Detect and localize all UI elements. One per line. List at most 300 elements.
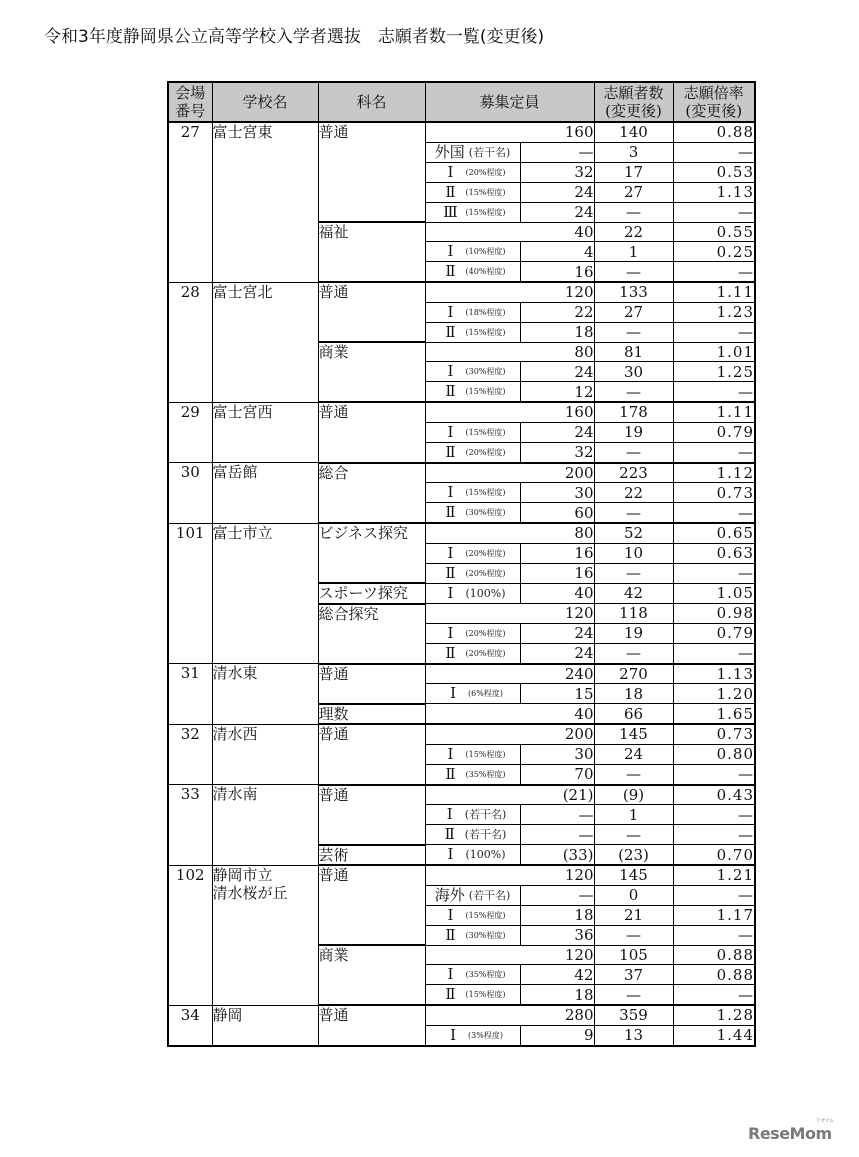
capacity-value: 24 [520,182,594,202]
ratio-value: — [673,503,755,524]
header-capacity: 募集定員 [425,82,594,122]
capacity-value: (33) [520,845,594,866]
capacity-value: 9 [520,1025,594,1046]
ratio-value: 1.65 [673,704,755,725]
selection-type [425,1025,520,1046]
selection-type-label: Ⅱ [445,503,456,521]
ratio-value: — [673,322,755,342]
applicants-value: 270 [594,664,673,684]
ratio-value: 0.88 [673,122,755,142]
resemom-logo [748,1118,834,1143]
applicants-value: 22 [594,222,673,242]
applicants-value: — [594,262,673,283]
selection-type-label: Ⅱ [445,764,456,783]
header-venue-no-line1: 会場 [175,84,206,102]
header-venue-no [168,82,212,122]
logo-text: ReseMom [748,1124,832,1143]
table-row [168,282,755,302]
ratio-value: 0.70 [673,845,755,866]
ratio-value: — [673,764,755,785]
table-row [168,122,755,142]
selection-type-note: (18%程度) [465,307,506,317]
selection-type [425,302,520,322]
capacity-value: 22 [520,302,594,322]
selection-type-note: (20%程度) [465,628,506,638]
selection-type-label: Ⅱ [445,643,456,662]
header-ratio-line2: (変更後) [685,102,743,120]
ratio-value: 0.73 [673,724,755,744]
school-name-line: 富士宮東 [212,123,273,141]
applicants-value: 37 [594,965,673,985]
applicants-value: 27 [594,182,673,202]
ratio-value: — [673,985,755,1006]
capacity-value: 70 [520,764,594,785]
selection-type-note: (若干名) [468,888,511,902]
ratio-value: 1.12 [673,463,755,483]
selection-type-label: Ⅰ [447,422,454,441]
venue-number: 28 [168,282,212,402]
selection-type [425,483,520,503]
selection-type-label: 外国 [434,142,465,161]
ratio-value: — [673,202,755,222]
dept-name: 普通 [318,724,425,785]
selection-type-note: (15%程度) [465,990,506,999]
selection-type [425,583,520,604]
ratio-value: 1.17 [673,905,755,925]
selection-type-label: Ⅱ [445,262,456,280]
capacity-value: 24 [520,362,594,382]
capacity-value: 18 [520,322,594,342]
venue-number: 27 [168,122,212,282]
selection-type [425,362,520,382]
ratio-value: — [673,885,755,905]
dept-name: 総合 [318,463,425,524]
school-name [212,122,318,282]
ratio-value: — [673,262,755,283]
school-name [212,1005,318,1046]
applicants-value: — [594,322,673,342]
dept-name: 普通 [318,664,425,704]
applicants-value: 17 [594,162,673,182]
venue-number: 34 [168,1005,212,1046]
header-applicants-line1: 志願者数 [603,84,664,102]
selection-type [425,322,520,342]
applicants-value: (23) [594,845,673,866]
selection-type [425,242,520,262]
selection-type-note: (20%程度) [465,568,506,578]
ratio-value: — [673,925,755,945]
selection-type [425,684,520,704]
selection-type-label: Ⅱ [445,182,456,201]
applicants-value: 105 [594,945,673,965]
ratio-value: 0.25 [673,242,755,262]
capacity-value: 24 [520,202,594,222]
applicants-value: 22 [594,483,673,503]
ratio-value: 0.55 [673,222,755,242]
selection-type-note: (40%程度) [465,267,506,276]
capacity-value: 24 [520,422,594,442]
school-name-line: 静岡市立 [212,865,273,884]
dept-name: 普通 [318,402,425,463]
capacity-total: 160 [425,122,594,142]
selection-type [425,764,520,785]
selection-type-note: (20%程度) [465,447,506,457]
page-title: 令和3年度静岡県公立高等学校入学者選抜 志願者数一覧(変更後) [44,27,545,47]
capacity-total: 120 [425,282,594,302]
capacity-value: 60 [520,503,594,524]
applicants-value: — [594,442,673,463]
dept-name: 普通 [318,1005,425,1046]
capacity-value: — [520,805,594,825]
ratio-value: 0.80 [673,744,755,764]
dept-name: 普通 [318,282,425,342]
selection-type [425,805,520,825]
ratio-value: 0.53 [673,162,755,182]
applicants-value: 145 [594,865,673,885]
applicants-value: — [594,764,673,785]
selection-type [425,643,520,664]
applicants-value: (9) [594,785,673,805]
venue-number: 29 [168,402,212,463]
applicants-table [167,81,756,1047]
selection-type [425,503,520,524]
venue-number: 31 [168,664,212,725]
dept-name: 商業 [318,945,425,1005]
dept-name: スポーツ探究 [318,583,425,604]
selection-type [425,885,520,905]
table-body [168,122,755,1046]
ratio-value: 1.01 [673,342,755,362]
selection-type-note: (15%程度) [465,207,506,217]
applicants-value: 359 [594,1005,673,1025]
school-name-line: 清水西 [212,724,258,743]
selection-type-note: (30%程度) [465,367,506,376]
selection-type-note: (100%) [465,586,506,600]
selection-type-label: Ⅱ [444,825,455,843]
applicants-value: 24 [594,744,673,764]
selection-type-note: (35%程度) [465,970,506,979]
capacity-value: 18 [520,985,594,1006]
capacity-value: 15 [520,684,594,704]
ratio-value: 0.88 [673,965,755,985]
capacity-value: — [520,885,594,905]
applicants-value: 66 [594,704,673,725]
ratio-value: — [673,142,755,162]
dept-name: 普通 [318,865,425,945]
table-row [168,664,755,684]
capacity-total: 120 [425,604,594,624]
capacity-value: — [520,142,594,162]
selection-type [425,162,520,182]
selection-type-label: Ⅱ [445,442,456,461]
venue-number: 32 [168,724,212,785]
capacity-total: 40 [425,222,594,242]
selection-type-note: (15%程度) [465,427,506,437]
selection-type [425,825,520,845]
ratio-value: 1.11 [673,282,755,302]
capacity-total: 200 [425,724,594,744]
selection-type-label: Ⅰ [447,162,454,181]
table-row [168,402,755,422]
applicants-value: 18 [594,684,673,704]
capacity-total: 120 [425,865,594,885]
school-name [212,865,318,1005]
capacity-value: 16 [520,262,594,283]
selection-type-label: Ⅰ [447,362,454,380]
capacity-total: 160 [425,402,594,422]
ratio-value: 1.28 [673,1005,755,1025]
ratio-value: 0.79 [673,422,755,442]
dept-name: 総合探究 [318,604,425,664]
capacity-total: 80 [425,523,594,543]
applicants-value: 81 [594,342,673,362]
selection-type-note: (15%程度) [465,327,506,337]
selection-type-note: (15%程度) [465,910,506,920]
selection-type-label: Ⅱ [445,985,456,1003]
selection-type-note: (35%程度) [465,769,506,779]
applicants-value: 3 [594,142,673,162]
logo-ruby: リセマム [815,1118,834,1124]
selection-type-note: (20%程度) [465,648,506,658]
school-name [212,402,318,463]
header-applicants [594,82,673,122]
ratio-value: 1.11 [673,402,755,422]
applicants-value: — [594,202,673,222]
selection-type-note: (15%程度) [465,749,506,759]
table-row [168,785,755,805]
dept-name: 商業 [318,342,425,402]
school-name-line: 富岳館 [212,463,258,481]
capacity-value: 36 [520,925,594,945]
selection-type-note: (30%程度) [465,508,506,517]
applicants-value: — [594,563,673,583]
school-name [212,724,318,785]
capacity-value: 16 [520,563,594,583]
applicants-value: 13 [594,1025,673,1046]
school-name-line: 富士市立 [212,523,273,542]
dept-name: ビジネス探究 [318,523,425,583]
applicants-value: 21 [594,905,673,925]
selection-type-label: Ⅰ [447,744,454,763]
school-name-line: 富士宮北 [212,282,273,301]
venue-number: 33 [168,785,212,866]
school-name [212,785,318,866]
capacity-value: 32 [520,442,594,463]
selection-type [425,442,520,463]
applicants-value: 27 [594,302,673,322]
capacity-total: 120 [425,945,594,965]
ratio-value: 0.79 [673,623,755,643]
school-name [212,664,318,725]
ratio-value: 0.65 [673,523,755,543]
ratio-value: 1.20 [673,684,755,704]
selection-type [425,965,520,985]
selection-type-label: Ⅱ [445,322,456,341]
capacity-total: 280 [425,1005,594,1025]
capacity-value: 4 [520,242,594,262]
selection-type [425,422,520,442]
ratio-value: 1.25 [673,362,755,382]
applicants-value: 145 [594,724,673,744]
applicants-value: 52 [594,523,673,543]
capacity-total: (21) [425,785,594,805]
dept-name: 普通 [318,785,425,845]
selection-type-note: (6%程度) [468,689,503,698]
header-venue-no-line2: 番号 [175,102,206,120]
selection-type-label: Ⅰ [447,845,454,863]
ratio-value: 1.44 [673,1025,755,1046]
selection-type-label: Ⅰ [447,583,454,602]
capacity-value: 12 [520,382,594,403]
selection-type-note: (100%) [465,848,506,861]
selection-type [425,142,520,162]
school-name [212,523,318,664]
capacity-total: 200 [425,463,594,483]
selection-type-label: Ⅱ [445,563,456,582]
applicants-value: 10 [594,543,673,563]
venue-number: 101 [168,523,212,664]
table-row [168,523,755,543]
dept-name: 理数 [318,704,425,725]
selection-type-note: (20%程度) [465,548,506,558]
selection-type-label: Ⅱ [445,382,456,400]
table-row [168,724,755,744]
applicants-value: — [594,382,673,403]
selection-type [425,202,520,222]
applicants-value: — [594,503,673,524]
applicants-value: 0 [594,885,673,905]
selection-type-label: Ⅰ [447,302,454,321]
selection-type-label: Ⅰ [447,242,454,260]
ratio-value: 1.21 [673,865,755,885]
selection-type [425,182,520,202]
selection-type-note: (20%程度) [465,167,506,177]
table-row [168,1005,755,1025]
selection-type-note: (3%程度) [468,1030,503,1040]
ratio-value: 1.13 [673,664,755,684]
applicants-value: 178 [594,402,673,422]
dept-name: 芸術 [318,845,425,866]
capacity-value: 24 [520,623,594,643]
ratio-value: 1.23 [673,302,755,322]
applicants-value: 133 [594,282,673,302]
selection-type-note: (15%程度) [465,187,506,197]
ratio-value: — [673,825,755,845]
ratio-value: 0.98 [673,604,755,624]
ratio-value: 0.43 [673,785,755,805]
selection-type [425,905,520,925]
selection-type-note: (15%程度) [465,488,506,497]
selection-type-label: Ⅰ [450,684,456,702]
selection-type [425,925,520,945]
capacity-value: 16 [520,543,594,563]
applicants-value: 19 [594,422,673,442]
applicants-value: 140 [594,122,673,142]
applicants-value: — [594,925,673,945]
ratio-value: 0.73 [673,483,755,503]
applicants-value: 30 [594,362,673,382]
applicants-value: 1 [594,242,673,262]
header-ratio [673,82,755,122]
capacity-value: 24 [520,643,594,664]
capacity-value: 30 [520,744,594,764]
selection-type-note: (10%程度) [465,247,506,256]
school-name-line: 清水桜が丘 [212,883,288,902]
ratio-value: 1.05 [673,583,755,604]
header-applicants-line2: (変更後) [605,102,662,120]
capacity-value: 32 [520,162,594,182]
capacity-value: — [520,825,594,845]
selection-type-label: 海外 [434,885,465,904]
capacity-total: 80 [425,342,594,362]
school-name-line: 富士宮西 [212,402,273,421]
selection-type-label: Ⅰ [447,623,454,642]
selection-type-label: Ⅰ [450,1025,456,1044]
selection-type-label: Ⅰ [447,965,454,983]
selection-type [425,543,520,563]
selection-type [425,744,520,764]
selection-type-label: Ⅰ [447,905,454,924]
applicants-value: 223 [594,463,673,483]
selection-type [425,623,520,643]
header-dept-name: 科名 [318,82,425,122]
ratio-value: 1.13 [673,182,755,202]
selection-type-label: Ⅲ [443,202,458,221]
selection-type [425,382,520,403]
capacity-total: 240 [425,664,594,684]
selection-type-label: Ⅱ [445,925,456,944]
table-row [168,463,755,483]
capacity-value: 42 [520,965,594,985]
selection-type-note: (30%程度) [465,930,506,940]
dept-name: 福祉 [318,222,425,282]
ratio-value: — [673,442,755,463]
applicants-value: — [594,985,673,1006]
capacity-value: 40 [520,583,594,604]
school-name-line: 清水南 [212,785,258,803]
selection-type-label: Ⅰ [446,805,453,823]
selection-type-note: (若干名) [464,808,507,821]
ratio-value: — [673,805,755,825]
venue-number: 102 [168,865,212,1005]
applicants-value: 19 [594,623,673,643]
dept-name: 普通 [318,122,425,222]
applicants-value: — [594,643,673,664]
school-name [212,282,318,402]
selection-type [425,985,520,1006]
capacity-value: 30 [520,483,594,503]
venue-number: 30 [168,463,212,524]
selection-type [425,563,520,583]
ratio-value: 0.63 [673,543,755,563]
school-name-line: 清水東 [212,664,258,682]
school-name-line: 静岡 [212,1005,243,1024]
selection-type-label: Ⅰ [447,483,454,501]
ratio-value: — [673,382,755,403]
capacity-total: 40 [425,704,594,725]
applicants-value: 42 [594,583,673,604]
applicants-value: 118 [594,604,673,624]
header-ratio-line1: 志願倍率 [683,84,744,102]
table-row [168,865,755,885]
selection-type [425,845,520,866]
applicants-value: 1 [594,805,673,825]
ratio-value: — [673,643,755,664]
selection-type-note: (若干名) [464,828,507,841]
capacity-value: 18 [520,905,594,925]
ratio-value: 0.88 [673,945,755,965]
selection-type-note: (15%程度) [465,387,506,396]
